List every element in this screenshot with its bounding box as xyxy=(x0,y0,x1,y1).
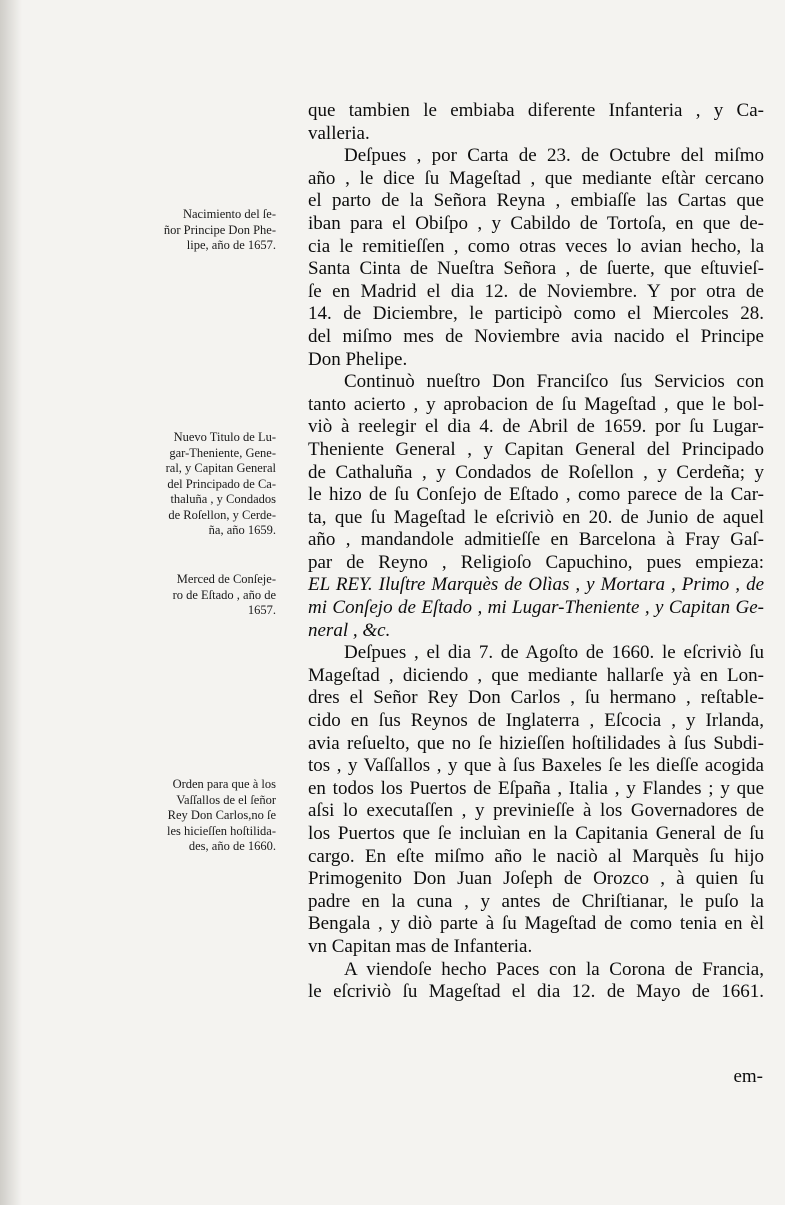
text-line: del miſmo mes de Noviembre avia nacido el Principe xyxy=(308,325,764,347)
text-line: valleria. xyxy=(308,122,370,144)
margin-note-line: ñor Principe Don Phe- xyxy=(163,222,276,237)
text-line: el parto de la Señora Reyna , embiaſſe las Cartas que xyxy=(308,190,764,212)
margin-note-line: Merced de Conſeje- xyxy=(176,572,276,586)
text-line: Continuò nueſtro Don Franciſco ſus Servicios con xyxy=(344,371,764,393)
text-line: Santa Cinta de Nueſtra Señora , de ſuerte, que eſtuvieſ- xyxy=(308,258,764,280)
margin-note-line: thaluña , y Condados xyxy=(170,492,276,506)
margin-note-birth xyxy=(152,207,276,254)
text-line: 14. de Diciembre, le participò como el Miercoles 28. xyxy=(308,303,764,325)
margin-note-line: Nuevo Titulo de Lu- xyxy=(173,430,276,444)
margin-note-line: del Principado de Ca- xyxy=(167,476,276,491)
text-line: cido en ſus Reynos de Inglaterra , Eſcocia , y Irlanda, xyxy=(308,710,764,732)
margin-note-line: les hicieſſen hoſtilida- xyxy=(167,823,276,838)
gutter-shadow xyxy=(0,0,22,1205)
margin-note-line: Nacimiento del ſe- xyxy=(182,207,276,221)
text-line: A viendoſe hecho Paces con la Corona de Francia, xyxy=(344,958,764,980)
text-line: padre en la cuna , y antes de Chriſtianar, le puſo la xyxy=(308,890,764,912)
text-line: Mageſtad , diciendo , que mediante hallarſe yà en Lon- xyxy=(308,664,764,686)
text-line: de Cathaluña , y Condados de Roſellon , y Cerdeña; y xyxy=(308,461,764,483)
text-line: viò à reelegir el dia 4. de Abril de 1659. por ſu Lugar- xyxy=(308,416,764,438)
text-line: los Puertos que ſe incluìan en la Capitania General de ſu xyxy=(308,823,764,844)
main-text xyxy=(308,100,764,1004)
text-line: ſe en Madrid el dia 12. de Noviembre. Y por otra de xyxy=(308,280,764,302)
margin-note-line: des, año de 1660. xyxy=(188,839,276,853)
text-line: neral , &c. xyxy=(308,619,391,641)
text-line: avia reſuelto, que no ſe hizieſſen hoſtilidades à ſus Subdi- xyxy=(308,732,764,754)
text-line: Don Phelipe. xyxy=(308,348,408,370)
text-line: aſsi lo executaſſen , y previnieſſe à los Governadores de xyxy=(308,800,764,822)
margin-note-line: Vaſſallos de el ſeñor xyxy=(176,792,276,807)
text-line: ta, que ſu Mageſtad le eſcriviò en 20. de Junio de aquel xyxy=(308,506,764,528)
margin-note-order xyxy=(152,777,276,855)
text-line: dres el Señor Rey Don Carlos , ſu hermano , reſtable- xyxy=(308,687,764,709)
margin-note-title xyxy=(152,430,276,539)
margin-note-line: ña, año 1659. xyxy=(208,523,276,537)
text-line: vn Capitan mas de Infanteria. xyxy=(308,935,533,957)
text-line: le hizo de ſu Conſejo de Eſtado , como parece de la Car- xyxy=(308,484,764,506)
text-line: cargo. En eſte miſmo año le naciò al Marquès ſu hijo xyxy=(308,845,764,867)
text-line: año , mandandole admitieſſe en Barcelona à Fray Gaſ- xyxy=(308,529,764,551)
text-line: Deſpues , el dia 7. de Agoſto de 1660. le eſcriviò ſu xyxy=(344,642,764,664)
margin-note-line: gar-Theniente, Gene- xyxy=(169,445,276,460)
text-line: tanto acierto , y aprobacion de ſu Mageſtad , que le bol- xyxy=(308,393,764,415)
text-line: mi Conſejo de Eſtado , mi Lugar-Theniente , y Capitan Ge- xyxy=(308,597,764,619)
text-line: cia le remitieſſen , como otras veces lo avian hecho, la xyxy=(308,235,764,257)
text-line: Primogenito Don Juan Joſeph de Orozco , à quien ſu xyxy=(308,868,764,890)
text-line: EL REY. Iluſtre Marquès de Olìas , y Mortara , Primo , de xyxy=(308,574,764,596)
margin-note-line: 1657. xyxy=(247,603,276,617)
margin-note-line: de Roſellon, y Cerde- xyxy=(168,507,276,522)
margin-note-council xyxy=(152,572,276,619)
margin-note-line: Orden para que à los xyxy=(172,777,276,791)
margin-note-line: lipe, año de 1657. xyxy=(186,238,276,252)
margin-note-line: ral, y Capitan General xyxy=(165,461,276,475)
text-line: par de Reyno , Religioſo Capuchino, pues empieza: xyxy=(308,551,764,573)
margin-note-line: Rey Don Carlos,no ſe xyxy=(167,808,276,822)
margin-note-line: ro de Eſtado , año de xyxy=(172,587,276,602)
text-line: año , le dice ſu Mageſtad , que mediante eſtàr cercano xyxy=(308,167,764,189)
text-line: iban para el Obiſpo , y Cabildo de Tortoſa, en que de- xyxy=(308,212,764,234)
text-line: le eſcriviò ſu Mageſtad el dia 12. de Mayo de 1661. xyxy=(308,981,764,1003)
text-line: Bengala , y diò parte à ſu Mageſtad de como tenia en èl xyxy=(308,913,764,935)
text-line: tos , y Vaſſallos , y que à ſus Baxeles ſe les dieſſe acogida xyxy=(308,755,764,777)
text-line: Theniente General , y Capitan General del Principado xyxy=(308,438,764,460)
text-line: en todos los Puertos de Eſpaña , Italia , y Flandes ; y que xyxy=(308,777,764,799)
catchword: em- xyxy=(733,1066,763,1087)
text-line: Deſpues , por Carta de 23. de Octubre del miſmo xyxy=(344,145,764,167)
text-line: que tambien le embiaba diferente Infanteria , y Ca- xyxy=(308,100,764,121)
